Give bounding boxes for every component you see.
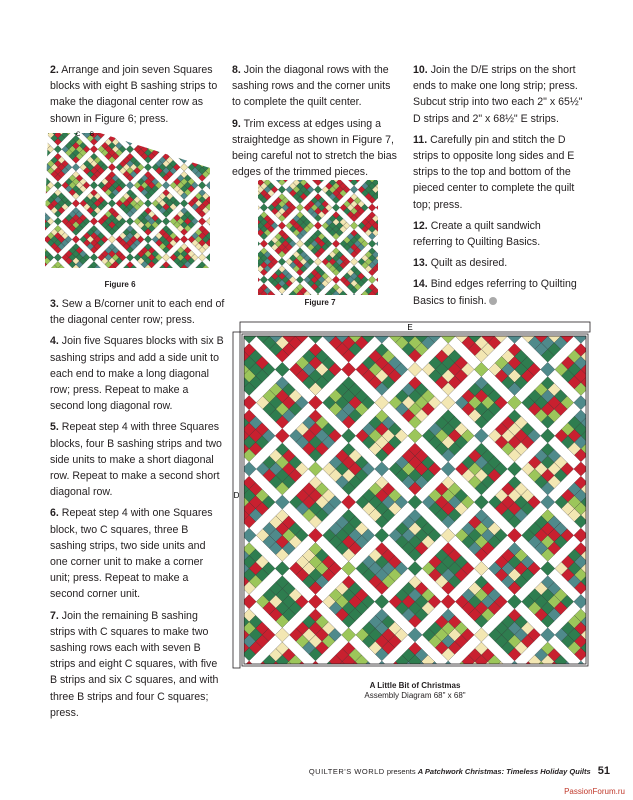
figure-6-patch (47, 268, 54, 275)
figure-6-patch (210, 257, 215, 264)
figure-6-c-square (180, 272, 188, 278)
step-4: 4. Join five Squares blocks with six B sashing strips and add a side unit to each end to make a long diagonal row; press. Repeat to make a second long diagonal row. (50, 335, 224, 413)
figure-6-patch (184, 146, 191, 153)
figure-6-patch (54, 268, 61, 275)
figure-6-c-square (108, 272, 116, 278)
figure-6-patch (170, 131, 177, 138)
figure-7-diagram (258, 180, 378, 295)
figure-6-patch (206, 131, 213, 138)
figure-6-patch (130, 135, 137, 142)
figure-6-patch (166, 272, 173, 278)
figure-6-patch (170, 128, 177, 131)
figure-6-patch (134, 268, 141, 275)
figure-6-patch (51, 272, 58, 278)
figure-6-patch (130, 128, 137, 135)
figure-6-patch (213, 189, 215, 196)
figure-6-patch (199, 138, 206, 145)
figure-6-patch (40, 142, 43, 149)
figure-6-patch (181, 142, 188, 149)
figure-6-patch (97, 268, 104, 275)
figure-6-patch (202, 272, 209, 278)
figure-6-patch (90, 128, 97, 131)
figure-6-patch (61, 275, 68, 278)
figure-6-patch (206, 160, 213, 167)
figure-6-patch (40, 153, 47, 160)
figure-6-patch (40, 185, 43, 192)
figure-6-patch (90, 268, 97, 275)
figure-6-patch (173, 128, 180, 135)
figure-6-c-square (180, 128, 188, 135)
figure-6-patch (119, 131, 126, 138)
step-10: 10. Join the D/E strips on the short ends to make one long strip; press. Subcut strip into two each 2" x 65½" D strips and 2" x 68½" E strips. (413, 64, 583, 125)
figure-6-patch (209, 164, 215, 171)
figure-6-patch (177, 139, 184, 146)
figure-6-patch (87, 272, 94, 278)
figure-6-patch (199, 275, 206, 278)
step-8: 8. Join the diagonal rows with the sashing rows and the corner units to complete the quilt center. (232, 64, 391, 109)
figure-6-patch (83, 275, 90, 278)
figure-6-patch (61, 128, 68, 131)
figure-6-patch (40, 228, 43, 235)
figure-6-patch (210, 221, 215, 228)
figure-6-patch (159, 128, 166, 135)
figure-6-patch (40, 182, 47, 189)
figure-6-patch (213, 153, 215, 160)
figure-6-patch (163, 138, 170, 145)
end-mark-icon (489, 297, 497, 305)
figure-6-patch (163, 131, 170, 138)
column-2 (232, 62, 402, 185)
figure-6-patch (40, 192, 43, 199)
figure-6-patch (40, 178, 43, 185)
column-1 (50, 62, 225, 132)
figure-6-patch (173, 272, 180, 278)
column-3 (413, 62, 583, 314)
figure-6-patch (155, 131, 162, 138)
figure-6-patch (173, 149, 180, 156)
figure-6-patch (206, 275, 213, 278)
figure-6-patch (192, 268, 199, 275)
figure-6-patch (144, 135, 151, 142)
figure-6-patch (40, 257, 43, 264)
figure-6-patch (209, 236, 215, 243)
figure-6-patch (40, 221, 43, 228)
figure-6-patch (213, 254, 215, 261)
figure-6-patch (134, 131, 141, 138)
step-9: 9. Trim excess at edges using a straightedge as shown in Figure 7, being careful not to stretch the bias edges of the trimmed pieces. (232, 117, 397, 179)
figure-6-patch (206, 268, 213, 275)
figure-6-patch (195, 128, 202, 135)
figure-6-patch (134, 128, 141, 131)
figure-6-patch (199, 268, 206, 275)
figure-6-patch (184, 139, 191, 146)
figure-6-patch (155, 268, 162, 275)
figure-6-patch (177, 146, 184, 153)
figure-6-patch (166, 128, 173, 135)
figure-6-patch (44, 272, 51, 278)
figure-6-label-c: C (76, 132, 81, 138)
figure-6-patch (199, 131, 206, 138)
figure-6-patch (192, 128, 199, 131)
figure-6-patch (210, 250, 215, 257)
figure-6-c-square (162, 145, 170, 153)
step-2: 2. Arrange and join seven Squares blocks with eight B sashing strips to make the diagonal center row as shown in Figure 6; press. (50, 64, 218, 125)
figure-6-patch (210, 142, 215, 149)
figure-6-patch (181, 135, 188, 142)
figure-6-patch (126, 128, 133, 131)
figure-6-patch (209, 200, 215, 207)
figure-6-patch (54, 128, 61, 131)
figure-6-patch (173, 142, 180, 149)
figure-6-patch (213, 211, 215, 218)
figure-6-patch (188, 272, 195, 278)
figure-6-patch (199, 128, 206, 131)
figure-6-patch (40, 171, 43, 178)
figure-6-patch (202, 135, 209, 142)
figure-6-patch (97, 128, 104, 131)
figure-6-patch (206, 128, 213, 131)
figure-6-patch (163, 268, 170, 275)
figure-6-c-square (198, 145, 206, 153)
figure-6-patch (47, 128, 54, 131)
figure-6-patch (210, 214, 215, 221)
figure-6-patch (188, 142, 195, 149)
figure-6-patch (40, 135, 43, 142)
figure-6-patch (192, 131, 199, 138)
column-1-lower (50, 296, 225, 726)
step-5: 5. Repeat step 4 with three Squares blocks, four B sashing strips and two side units to make a short diagonal row. Repeat to make a second short diagonal row. (50, 421, 222, 499)
figure-6-patch (97, 275, 104, 278)
figure-6-patch (40, 243, 43, 250)
figure-6-patch (126, 131, 133, 138)
figure-6-c-square (40, 272, 44, 278)
figure-6-c-square (144, 272, 152, 278)
figure-6-patch (141, 139, 148, 146)
figure-6-patch (188, 149, 195, 156)
step-14: 14. Bind edges referring to Quilting Basics to finish. (413, 278, 577, 307)
figure-7-rotated-grid (258, 180, 378, 295)
figure-6-patch (195, 157, 202, 164)
figure-6-patch (202, 128, 209, 135)
figure-6-patch (130, 272, 137, 278)
figure-6-patch (213, 225, 215, 232)
figure-6-patch (181, 149, 188, 156)
figure-6-patch (184, 153, 191, 160)
figure-6-patch (137, 272, 144, 278)
figure-6-patch (209, 272, 215, 278)
figure-6-patch (94, 272, 101, 278)
figure-6-patch (83, 128, 90, 131)
figure-6-patch (210, 178, 215, 185)
figure-6-patch (213, 261, 215, 268)
figure-6-patch (202, 157, 209, 164)
figure-6-patch (123, 128, 130, 135)
step-3: 3. Sew a B/corner unit to each end of the diagonal center row; press. (50, 298, 225, 327)
figure-6-patch (170, 268, 177, 275)
figure-6-patch (40, 214, 43, 221)
figure-7-caption: Figure 7 (304, 298, 336, 307)
figure-6-caption: Figure 6 (104, 280, 136, 289)
figure-6-patch (170, 275, 177, 278)
figure-6-patch (65, 272, 72, 278)
figure-6-patch (210, 185, 215, 192)
figure-6-c-square (108, 128, 116, 135)
figure-6-patch (152, 272, 159, 278)
figure-6-patch (116, 272, 123, 278)
figure-6-patch (58, 272, 65, 278)
figure-6-patch (213, 175, 215, 182)
figure-6-patch (40, 156, 43, 163)
figure-6-diagram (40, 128, 215, 278)
figure-6-patch (163, 275, 170, 278)
figure-6-label-b: B (90, 132, 95, 138)
figure-6-patch (116, 128, 123, 135)
figure-6-patch (40, 265, 43, 272)
figure-6-patch (40, 146, 47, 153)
figure-6-patch (47, 275, 54, 278)
figure-6-patch (192, 275, 199, 278)
step-6: 6. Repeat step 4 with one Squares block, two C squares, three B sashing strips, two side units and one corner unit to make a corner unit; press. Repeat to make a second corner unit. (50, 507, 213, 601)
figure-6-patch (170, 146, 177, 153)
figure-6-patch (159, 135, 166, 142)
figure-6-patch (101, 272, 108, 278)
step-11: 11. Carefully pin and stitch the D strips to opposite long sides and E strips to the top and bottom of the pieced center to complete the quilt top; press. (413, 133, 575, 211)
figure-6-c-square (144, 128, 152, 135)
figure-6-patch (210, 149, 215, 156)
figure-6-c-square (40, 199, 44, 207)
figure-6-patch (155, 128, 162, 131)
figure-6-patch (83, 268, 90, 275)
figure-6-patch (155, 275, 162, 278)
figure-6-patch (119, 275, 126, 278)
figure-6-patch (40, 207, 43, 214)
figure-6-patch (40, 175, 47, 182)
figure-6-patch (126, 275, 133, 278)
figure-6-patch (159, 272, 166, 278)
figure-6-patch (40, 139, 47, 146)
figure-6-patch (137, 128, 144, 135)
figure-6-patch (195, 272, 202, 278)
figure-6-c-square (40, 128, 44, 135)
figure-6-patch (213, 139, 215, 146)
figure-6-patch (199, 153, 206, 160)
figure-6-patch (90, 275, 97, 278)
figure-6-patch (123, 272, 130, 278)
figure-6-patch (54, 275, 61, 278)
figure-6-patch (188, 128, 195, 135)
figure-6-c-square (72, 272, 80, 278)
assembly-rotated-grid (230, 318, 595, 673)
figure-6-patch (213, 247, 215, 254)
figure-6-patch (152, 142, 159, 149)
assembly-diagram (230, 318, 595, 673)
step-12: 12. Create a quilt sandwich referring to Quilting Basics. (413, 219, 541, 249)
figure-6-patch (61, 268, 68, 275)
figure-6-patch (213, 182, 215, 189)
figure-6-patch (119, 268, 126, 275)
assembly-label-e: E (407, 323, 413, 332)
figure-6-rotated-grid (40, 128, 215, 278)
figure-6-patch (40, 250, 43, 257)
figure-6-c-square (40, 163, 44, 171)
figure-6-patch (191, 146, 198, 153)
figure-6-patch (80, 272, 87, 278)
figure-6-patch (134, 275, 141, 278)
figure-6-patch (126, 268, 133, 275)
figure-6-patch (148, 139, 155, 146)
figure-6-patch (166, 135, 173, 142)
figure-6-patch (40, 149, 43, 156)
assembly-label-d: D (233, 491, 240, 500)
step-7: 7. Join the remaining B sashing strips with C squares to make two sashing rows each with seven B strips and eight C squares, with five B strips and six C squares, and with three B strips and four C squares; press. (50, 609, 219, 719)
figure-6-patch (209, 128, 215, 135)
figure-6-patch (119, 128, 126, 131)
figure-6-patch (206, 146, 213, 153)
figure-6-patch (195, 135, 202, 142)
figure-6-patch (213, 218, 215, 225)
figure-6-patch (213, 146, 215, 153)
figure-6-patch (163, 128, 170, 131)
step-13: 13. Quilt as desired. (413, 257, 508, 270)
figure-6-patch (152, 128, 159, 135)
figure-6-c-square (40, 236, 44, 244)
